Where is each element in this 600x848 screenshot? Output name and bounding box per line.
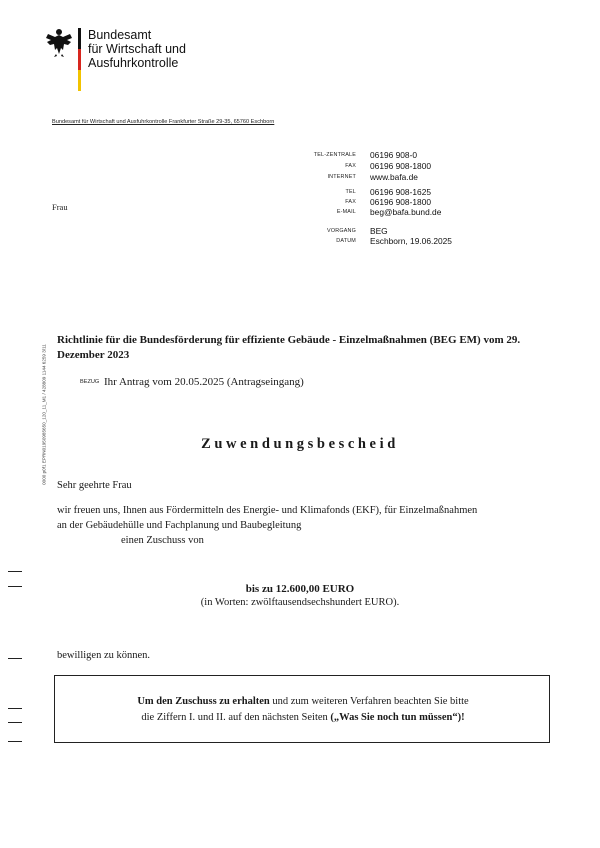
contact-value: 06196 908-1800 — [370, 161, 432, 171]
agency-name-line: Bundesamt — [88, 28, 152, 42]
notice-text: die Ziffern I. und II. auf den nächsten Seiten — [141, 712, 331, 723]
notice-line-1 — [55, 696, 551, 707]
contact-value: www.bafa.de — [370, 172, 418, 182]
contact-value: Eschborn, 19.06.2025 — [370, 236, 452, 246]
fold-mark — [8, 658, 22, 659]
flag-stripe-red — [78, 49, 81, 70]
flag-stripe-gold — [78, 70, 81, 91]
contact-label: INTERNET — [327, 174, 356, 180]
contact-label: VORGANG — [327, 228, 356, 234]
agency-name-line: für Wirtschaft und — [88, 42, 186, 56]
contact-label: FAX — [345, 163, 356, 169]
fold-mark — [8, 741, 22, 742]
contact-value: 06196 908-0 — [370, 150, 418, 160]
notice-emphasis: Um den Zuschuss zu erhalten — [137, 696, 270, 707]
scan-barcode-text: 0000 p0f1 EPRN01950985650_120_11_M1 / 428809 1144 6259 3/11 — [41, 344, 47, 485]
contact-label: E-MAIL — [336, 209, 356, 215]
paragraph-line: einen Zuschuss von — [121, 535, 204, 546]
greeting: Sehr geehrte Frau — [57, 480, 132, 491]
agency-name — [88, 28, 186, 70]
federal-eagle-icon — [44, 26, 74, 58]
paragraph-line: an der Gebäudehülle und Fachplanung und Baubegleitung — [57, 520, 302, 531]
contact-label: TEL-ZENTRALE — [313, 152, 356, 158]
contact-label: FAX — [345, 199, 356, 205]
flag-stripe-black — [78, 28, 81, 49]
fold-mark — [8, 708, 22, 709]
contact-label: TEL — [345, 189, 356, 195]
recipient-name: Frau — [52, 202, 68, 212]
contact-value: BEG — [370, 226, 388, 236]
document-title: Zuwendungsbescheid — [201, 436, 399, 452]
contact-value: 06196 908-1625 — [370, 187, 432, 197]
paragraph-line: wir freuen uns, Ihnen aus Fördermitteln des Energie- und Klimafonds (EKF), für Einzelmaßnahmen — [57, 505, 478, 516]
sender-address-line: Bundesamt für Wirtschaft und Ausfuhrkontrolle Frankfurter Straße 29-35, 65760 Eschborn — [52, 119, 275, 125]
guideline-heading: Richtlinie für die Bundesförderung für effiziente Gebäude - Einzelmaßnahmen (BEG EM) vom 29. Dezember 2023 — [57, 334, 521, 361]
grant-amount-words: (in Worten: zwölftausendsechshundert EURO). — [200, 597, 400, 608]
flag-color-bar — [78, 28, 81, 91]
contact-value: 06196 908-1800 — [370, 197, 432, 207]
notice-text: und zum weiteren Verfahren beachten Sie bitte — [269, 696, 469, 707]
reference-label: BEZUG — [80, 379, 100, 385]
fold-mark — [8, 571, 22, 572]
notice-emphasis: („Was Sie noch tun müssen“)! — [330, 712, 465, 723]
agency-name-line: Ausfuhrkontrolle — [88, 56, 179, 70]
reference-text: Ihr Antrag vom 20.05.2025 (Antragseingang) — [104, 376, 304, 388]
approval-sentence: bewilligen zu können. — [57, 650, 151, 661]
notice-line-2 — [55, 712, 551, 723]
contact-label: DATUM — [336, 238, 356, 244]
body-paragraph — [57, 503, 547, 548]
notice-box — [54, 675, 550, 743]
grant-amount: bis zu 12.600,00 EURO — [245, 583, 355, 595]
fold-mark — [8, 722, 22, 723]
contact-value: beg@bafa.bund.de — [370, 207, 442, 217]
